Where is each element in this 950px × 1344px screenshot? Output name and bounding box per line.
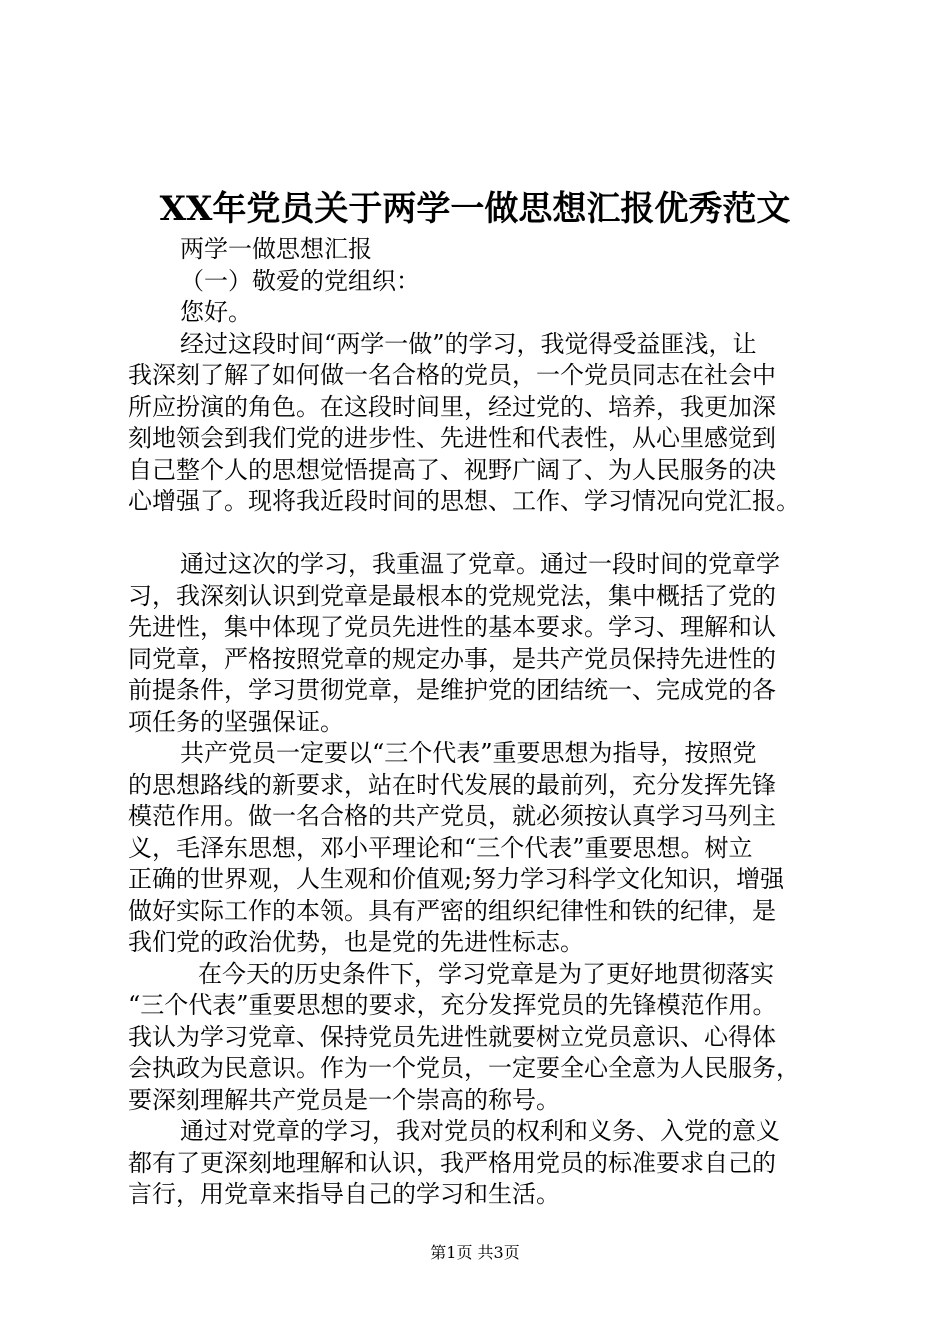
paragraph-line: 先进性，集中体现了党员先进性的基本要求。学习、理解和认 bbox=[128, 613, 776, 641]
section-heading: 两学一做思想汇报 bbox=[180, 235, 372, 263]
paragraph-line: 项任务的坚强保证。 bbox=[128, 707, 344, 736]
paragraph-line: 会执政为民意识。作为一个党员，一定要全心全意为人民服务， bbox=[128, 1054, 800, 1082]
paragraph-line: 心增强了。现将我近段时间的思想、工作、学习情况向党汇报。 bbox=[128, 487, 800, 515]
document-body bbox=[128, 234, 832, 1211]
paragraph-line: 经过这段时间“两学一做”的学习，我觉得受益匪浅，让 bbox=[180, 329, 757, 358]
paragraph-line: 通过对党章的学习，我对党员的权利和义务、入党的意义 bbox=[180, 1117, 780, 1145]
paragraph-line: 共产党员一定要以“三个代表”重要思想为指导，按照党 bbox=[180, 739, 757, 767]
salutation: （一）敬爱的党组织： bbox=[180, 266, 420, 295]
paragraph-line: 正确的世界观，人生观和价值观;努力学习科学文化知识，增强 bbox=[128, 865, 785, 893]
paragraph-line: 前提条件，学习贯彻党章，是维护党的团结统一、完成党的各 bbox=[128, 676, 776, 704]
document-title: XX年党员关于两学一做思想汇报优秀范文 bbox=[159, 189, 791, 229]
paragraph-line: “三个代表”重要思想的要求，充分发挥党员的先锋模范作用。 bbox=[128, 991, 777, 1019]
paragraph-line: 所应扮演的角色。在这段时间里，经过党的、培养，我更加深 bbox=[128, 392, 776, 421]
paragraph-line: 刻地领会到我们党的进步性、先进性和代表性，从心里感觉到 bbox=[128, 424, 776, 452]
paragraph-line: 我们党的政治优势，也是党的先进性标志。 bbox=[128, 928, 584, 956]
paragraph-line: 习，我深刻认识到党章是最根本的党规党法，集中概括了党的 bbox=[128, 581, 776, 610]
greeting: 您好。 bbox=[180, 298, 252, 326]
paragraph-line: 都有了更深刻地理解和认识，我严格用党员的标准要求自己的 bbox=[128, 1148, 776, 1177]
paragraph-line: 做好实际工作的本领。具有严密的组织纪律性和铁的纪律，是 bbox=[128, 896, 776, 925]
paragraph-line: 言行，用党章来指导自己的学习和生活。 bbox=[128, 1180, 560, 1208]
paragraph-line: 的思想路线的新要求，站在时代发展的最前列，充分发挥先锋 bbox=[128, 770, 776, 799]
paragraph-line: 义，毛泽东思想，邓小平理论和“三个代表”重要思想。树立 bbox=[128, 833, 753, 862]
page-number-footer: 第1页 共3页 bbox=[430, 1243, 520, 1262]
paragraph-line: 同党章，严格按照党章的规定办事，是共产党员保持先进性的 bbox=[128, 644, 776, 673]
paragraph-line: 模范作用。做一名合格的共产党员，就必须按认真学习马列主 bbox=[128, 802, 776, 830]
paragraph-line: 自己整个人的思想觉悟提高了、视野广阔了、为人民服务的决 bbox=[128, 455, 776, 484]
paragraph-line: 我深刻了解了如何做一名合格的党员，一个党员同志在社会中 bbox=[128, 361, 776, 389]
paragraph-line: 通过这次的学习，我重温了党章。通过一段时间的党章学 bbox=[180, 550, 780, 578]
paragraph-line: 要深刻理解共产党员是一个崇高的称号。 bbox=[128, 1085, 560, 1114]
paragraph-line: 我认为学习党章、保持党员先进性就要树立党员意识、心得体 bbox=[128, 1022, 776, 1051]
paragraph-line: 在今天的历史条件下，学习党章是为了更好地贯彻落实 bbox=[198, 959, 774, 988]
paragraph-spacer bbox=[128, 518, 832, 550]
